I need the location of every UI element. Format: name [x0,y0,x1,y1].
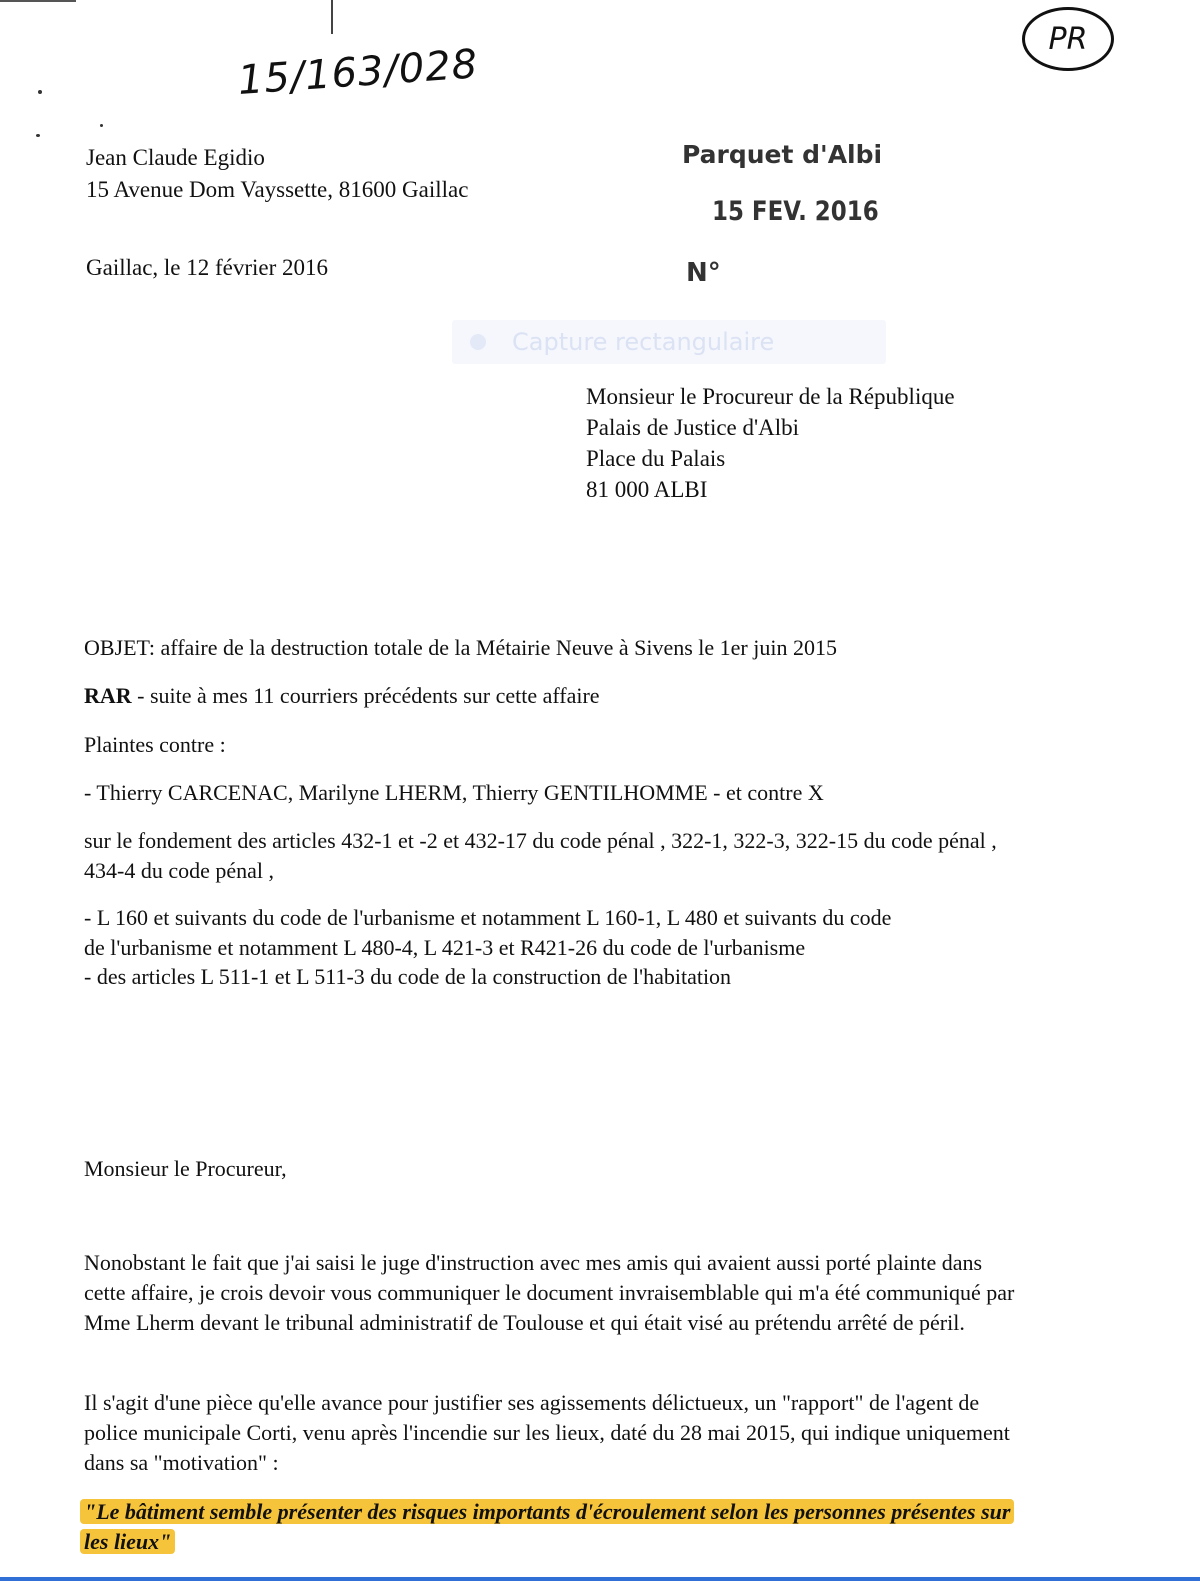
stamp-office: Parquet d'Albi [682,140,883,169]
subject-urbanisme-line1: - L 160 et suivants du code de l'urbanisme et notamment L 160-1, L 480 et suivants du code [84,905,892,930]
recipient-line3: Place du Palais [586,446,726,471]
subject-urbanisme-line2: de l'urbanisme et notamment L 480-4, L 421-3 et R421-26 du code de l'urbanisme [84,935,806,960]
subject-rar [84,681,600,711]
scan-tick-mark [331,0,333,34]
sender-address: 15 Avenue Dom Vayssette, 81600 Gaillac [86,177,469,202]
subject-plaintes: Plaintes contre : [84,732,226,757]
scan-edge-mark [0,0,76,2]
scan-speck [38,90,42,94]
subject-articles-penal: sur le fondement des articles 432-1 et -2 et 432-17 du code pénal , 322-1, 322-3, 322-15 du code pénal , 434-4 du code pénal , [84,828,997,883]
rar-label: RAR [84,683,132,708]
capture-overlay-label: Capture rectangulaire [512,328,775,356]
subject-objet: OBJET: affaire de la destruction totale de la Métairie Neuve à Sivens le 1er juin 2015 [84,635,837,660]
capture-overlay [452,320,886,364]
stamp-date: 15 FEV. 2016 [712,196,879,227]
record-dot-icon [470,334,486,350]
scan-speck [100,124,103,127]
subject-urbanisme-line3: - des articles L 511-1 et L 511-3 du code de la construction de l'habitation [84,964,732,989]
quote-highlight: "Le bâtiment semble présenter des risques importants d'écroulement selon les personnes présentes sur les lieux" [80,1499,1014,1554]
salutation: Monsieur le Procureur, [84,1156,287,1181]
date-line: Gaillac, le 12 février 2016 [86,255,329,280]
scan-speck [36,134,40,137]
handwritten-case-number: 15/163/028 [236,41,480,104]
recipient-line1: Monsieur le Procureur de la République [586,384,955,409]
stamp-number-label: N° [686,258,721,288]
scan-bottom-border [0,1577,1200,1581]
sender-name: Jean Claude Egidio [86,145,265,170]
rar-text: - suite à mes 11 courriers précédents sur cette affaire [131,683,600,708]
pr-circle-mark [1022,7,1114,71]
body-paragraph-2: Il s'agit d'une pièce qu'elle avance pour justifier ses agissements délictueux, un "rapport" de l'agent de police municipale Corti, venu après l'incendie sur les lieux, daté du 28 mai 2015, qui indique uniquement dans sa "motivation" : [84,1390,1010,1475]
subject-defendants: - Thierry CARCENAC, Marilyne LHERM, Thierry GENTILHOMME - et contre X [84,780,824,805]
highlighted-quote [80,1497,1020,1557]
body-paragraph-1: Nonobstant le fait que j'ai saisi le juge d'instruction avec mes amis qui avaient aussi porté plainte dans cette affaire, je crois devoir vous communiquer le document invraisemblable qui m'a été communiqué par Mme Lherm devant le tribunal administratif de Toulouse et qui était visé au prétendu arrêté de péril. [84,1250,1015,1335]
recipient-line2: Palais de Justice d'Albi [586,415,800,440]
recipient-line4: 81 000 ALBI [586,477,708,502]
pr-mark-label: PR [1048,21,1088,57]
